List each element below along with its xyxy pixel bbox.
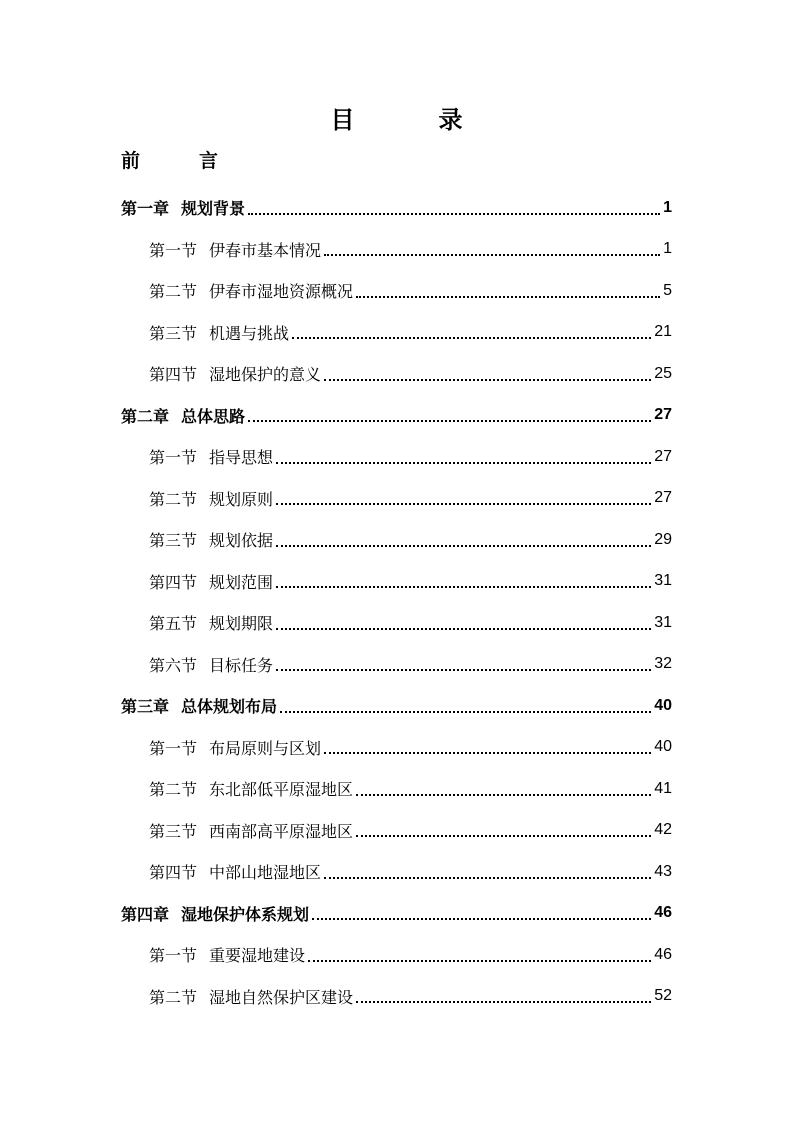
dot-leader — [356, 835, 651, 837]
entry-label: 湿地保护的意义 — [209, 365, 322, 385]
toc-chapter-entry[interactable] — [0, 893, 793, 935]
entry-page-number: 40 — [654, 738, 672, 756]
entry-label: 西南部高平原湿地区 — [209, 821, 354, 841]
entry-page-number: 1 — [663, 240, 672, 258]
toc-section-entry[interactable] — [0, 851, 793, 893]
toc-section-entry[interactable] — [0, 810, 793, 852]
entry-number: 第二节 — [149, 987, 198, 1007]
entry-number: 第二章 — [121, 406, 170, 426]
entry-page-number: 25 — [654, 364, 672, 382]
dot-leader — [276, 669, 651, 671]
entry-label: 伊春市湿地资源概况 — [209, 282, 354, 302]
entry-label: 伊春市基本情况 — [209, 240, 322, 260]
entry-page-number: 40 — [654, 696, 672, 714]
toc-section-entry[interactable] — [0, 478, 793, 520]
dot-leader — [324, 877, 651, 879]
entry-label: 机遇与挑战 — [209, 323, 290, 343]
entry-number: 第五节 — [149, 614, 198, 634]
entry-page-number: 27 — [654, 489, 672, 507]
entry-page-number: 27 — [654, 406, 672, 424]
entry-label: 总体思路 — [181, 406, 246, 426]
entry-number: 第三章 — [121, 697, 170, 717]
toc-section-entry[interactable] — [0, 353, 793, 395]
dot-leader — [276, 545, 651, 547]
toc-list — [0, 187, 793, 1017]
entry-number: 第三节 — [149, 821, 198, 841]
entry-page-number: 41 — [654, 779, 672, 797]
entry-label: 指导思想 — [209, 448, 274, 468]
entry-label: 规划原则 — [209, 489, 274, 509]
entry-page-number: 5 — [663, 281, 672, 299]
entry-page-number: 46 — [654, 904, 672, 922]
entry-number: 第一章 — [121, 199, 170, 219]
dot-leader — [292, 337, 651, 339]
entry-number: 第一节 — [149, 240, 198, 260]
entry-label: 湿地保护体系规划 — [181, 904, 310, 924]
entry-page-number: 29 — [654, 530, 672, 548]
dot-leader — [276, 462, 651, 464]
toc-section-entry[interactable] — [0, 229, 793, 271]
dot-leader — [280, 711, 651, 713]
toc-chapter-entry[interactable] — [0, 685, 793, 727]
entry-number: 第二节 — [149, 282, 198, 302]
entry-number: 第二节 — [149, 489, 198, 509]
entry-label: 目标任务 — [209, 655, 274, 675]
toc-chapter-entry[interactable] — [0, 395, 793, 437]
toc-chapter-entry[interactable] — [0, 187, 793, 229]
entry-page-number: 32 — [654, 655, 672, 673]
dot-leader — [276, 503, 651, 505]
entry-number: 第一节 — [149, 738, 198, 758]
entry-number: 第一节 — [149, 946, 198, 966]
preface-heading: 前 言 — [121, 150, 239, 172]
dot-leader — [356, 794, 651, 796]
entry-number: 第四节 — [149, 365, 198, 385]
toc-section-entry[interactable] — [0, 768, 793, 810]
toc-section-entry[interactable] — [0, 934, 793, 976]
dot-leader — [248, 213, 660, 215]
entry-page-number: 31 — [654, 572, 672, 590]
dot-leader — [312, 918, 651, 920]
entry-page-number: 31 — [654, 613, 672, 631]
entry-label: 东北部低平原湿地区 — [209, 780, 354, 800]
entry-label: 重要湿地建设 — [209, 946, 306, 966]
dot-leader — [308, 960, 651, 962]
toc-section-entry[interactable] — [0, 602, 793, 644]
dot-leader — [324, 752, 651, 754]
entry-label: 规划范围 — [209, 572, 274, 592]
entry-number: 第六节 — [149, 655, 198, 675]
entry-page-number: 1 — [663, 198, 672, 216]
entry-label: 布局原则与区划 — [209, 738, 322, 758]
toc-section-entry[interactable] — [0, 727, 793, 769]
toc-title: 目 录 — [330, 105, 493, 134]
dot-leader — [248, 420, 651, 422]
entry-page-number: 43 — [654, 862, 672, 880]
entry-label: 规划期限 — [209, 614, 274, 634]
entry-label: 规划背景 — [181, 199, 246, 219]
entry-page-number: 27 — [654, 447, 672, 465]
entry-page-number: 52 — [654, 987, 672, 1005]
dot-leader — [276, 628, 651, 630]
entry-number: 第三节 — [149, 323, 198, 343]
entry-page-number: 46 — [654, 945, 672, 963]
entry-page-number: 21 — [654, 323, 672, 341]
entry-number: 第一节 — [149, 448, 198, 468]
entry-number: 第四章 — [121, 904, 170, 924]
dot-leader — [324, 254, 660, 256]
entry-number: 第二节 — [149, 780, 198, 800]
toc-section-entry[interactable] — [0, 270, 793, 312]
toc-section-entry[interactable] — [0, 561, 793, 603]
toc-section-entry[interactable] — [0, 519, 793, 561]
toc-section-entry[interactable] — [0, 436, 793, 478]
dot-leader — [356, 296, 660, 298]
entry-label: 湿地自然保护区建设 — [209, 987, 354, 1007]
entry-label: 总体规划布局 — [181, 697, 278, 717]
entry-label: 中部山地湿地区 — [209, 863, 322, 883]
entry-number: 第四节 — [149, 863, 198, 883]
entry-number: 第三节 — [149, 531, 198, 551]
toc-section-entry[interactable] — [0, 976, 793, 1018]
entry-number: 第四节 — [149, 572, 198, 592]
dot-leader — [356, 1001, 651, 1003]
entry-page-number: 42 — [654, 821, 672, 839]
dot-leader — [324, 379, 651, 381]
toc-section-entry[interactable] — [0, 312, 793, 354]
toc-section-entry[interactable] — [0, 644, 793, 686]
entry-label: 规划依据 — [209, 531, 274, 551]
dot-leader — [276, 586, 651, 588]
